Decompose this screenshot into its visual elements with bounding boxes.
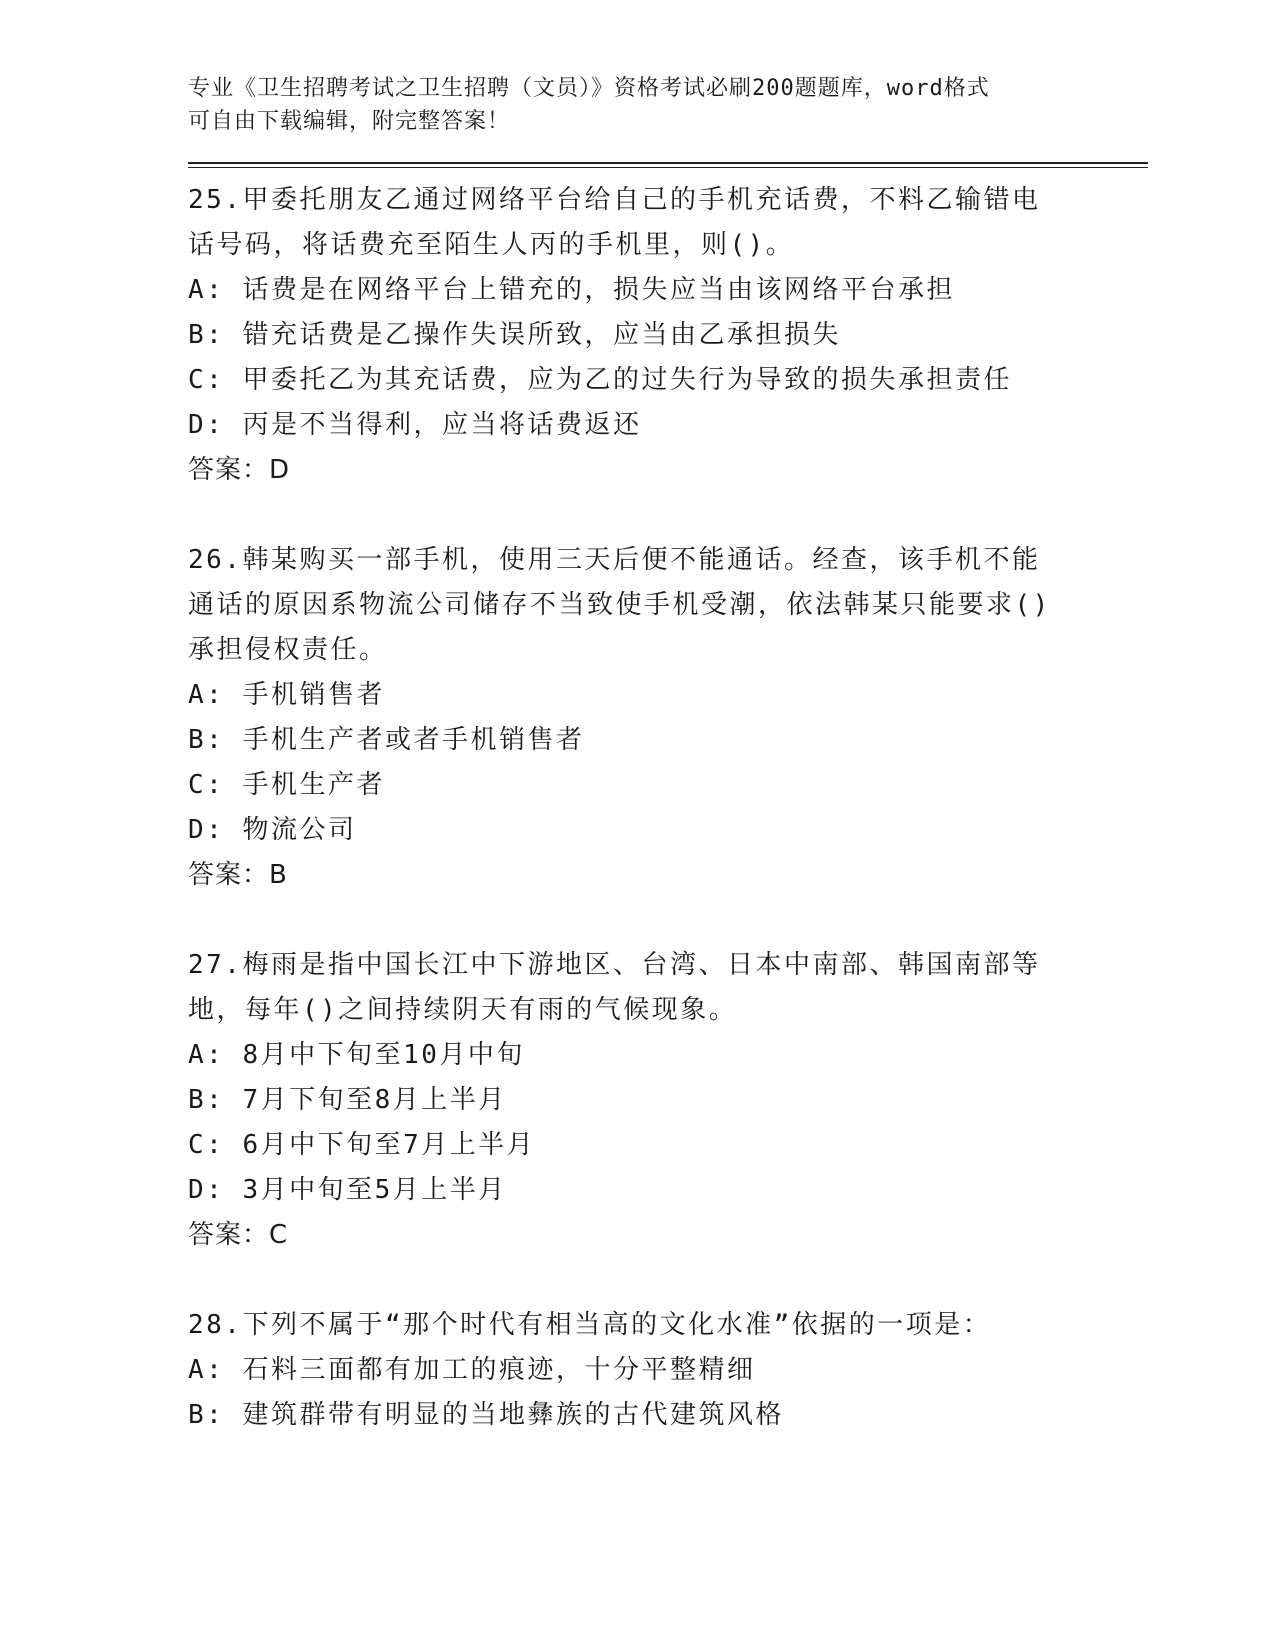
- option-c: C: 甲委托乙为其充话费，应为乙的过失行为导致的损失承担责任: [188, 365, 1012, 395]
- option-b: B: 建筑群带有明显的当地彝族的古代建筑风格: [188, 1400, 784, 1430]
- option-b: B: 手机生产者或者手机销售者: [188, 725, 585, 755]
- question-26: [188, 538, 1148, 898]
- document-page: [188, 72, 1148, 1483]
- header-title-line-2: 可自由下载编辑，附完整答案！: [188, 109, 511, 134]
- answer-line: 答案：B: [188, 860, 288, 890]
- option-d: D: 3月中旬至5月上半月: [188, 1175, 507, 1205]
- document-header: [188, 72, 1068, 138]
- question-stem: 26.韩某购买一部手机，使用三天后便不能通话。经查，该手机不能通话的原因系物流公司储存不当致使手机受潮，依法韩某只能要求()承担侵权责任。: [188, 545, 1051, 665]
- option-a: A: 8月中下旬至10月中旬: [188, 1040, 525, 1070]
- option-b: B: 7月下旬至8月上半月: [188, 1085, 507, 1115]
- option-a: A: 手机销售者: [188, 680, 385, 710]
- option-c: C: 手机生产者: [188, 770, 385, 800]
- question-27: [188, 943, 1148, 1258]
- option-b: B: 错充话费是乙操作失误所致，应当由乙承担损失: [188, 320, 841, 350]
- header-title-line-1: 专业《卫生招聘考试之卫生招聘（文员）》资格考试必刷200题题库，word格式: [188, 76, 990, 101]
- option-c: C: 6月中下旬至7月上半月: [188, 1130, 536, 1160]
- question-stem: 25.甲委托朋友乙通过网络平台给自己的手机充话费，不料乙输错电话号码，将话费充至陌生人丙的手机里，则()。: [188, 185, 1041, 260]
- header-double-rule: [188, 162, 1148, 168]
- option-a: A: 石料三面都有加工的痕迹，十分平整精细: [188, 1355, 756, 1385]
- question-25: [188, 178, 1148, 493]
- question-stem: 27.梅雨是指中国长江中下游地区、台湾、日本中南部、韩国南部等地，每年()之间持续阴天有雨的气候现象。: [188, 950, 1041, 1025]
- answer-line: 答案：D: [188, 455, 291, 485]
- question-28: [188, 1303, 1148, 1438]
- question-stem: 28.下列不属于“那个时代有相当高的文化水准”依据的一项是：: [188, 1310, 992, 1340]
- answer-line: 答案：C: [188, 1220, 289, 1250]
- option-d: D: 物流公司: [188, 815, 357, 845]
- option-d: D: 丙是不当得利，应当将话费返还: [188, 410, 642, 440]
- option-a: A: 话费是在网络平台上错充的，损失应当由该网络平台承担: [188, 275, 955, 305]
